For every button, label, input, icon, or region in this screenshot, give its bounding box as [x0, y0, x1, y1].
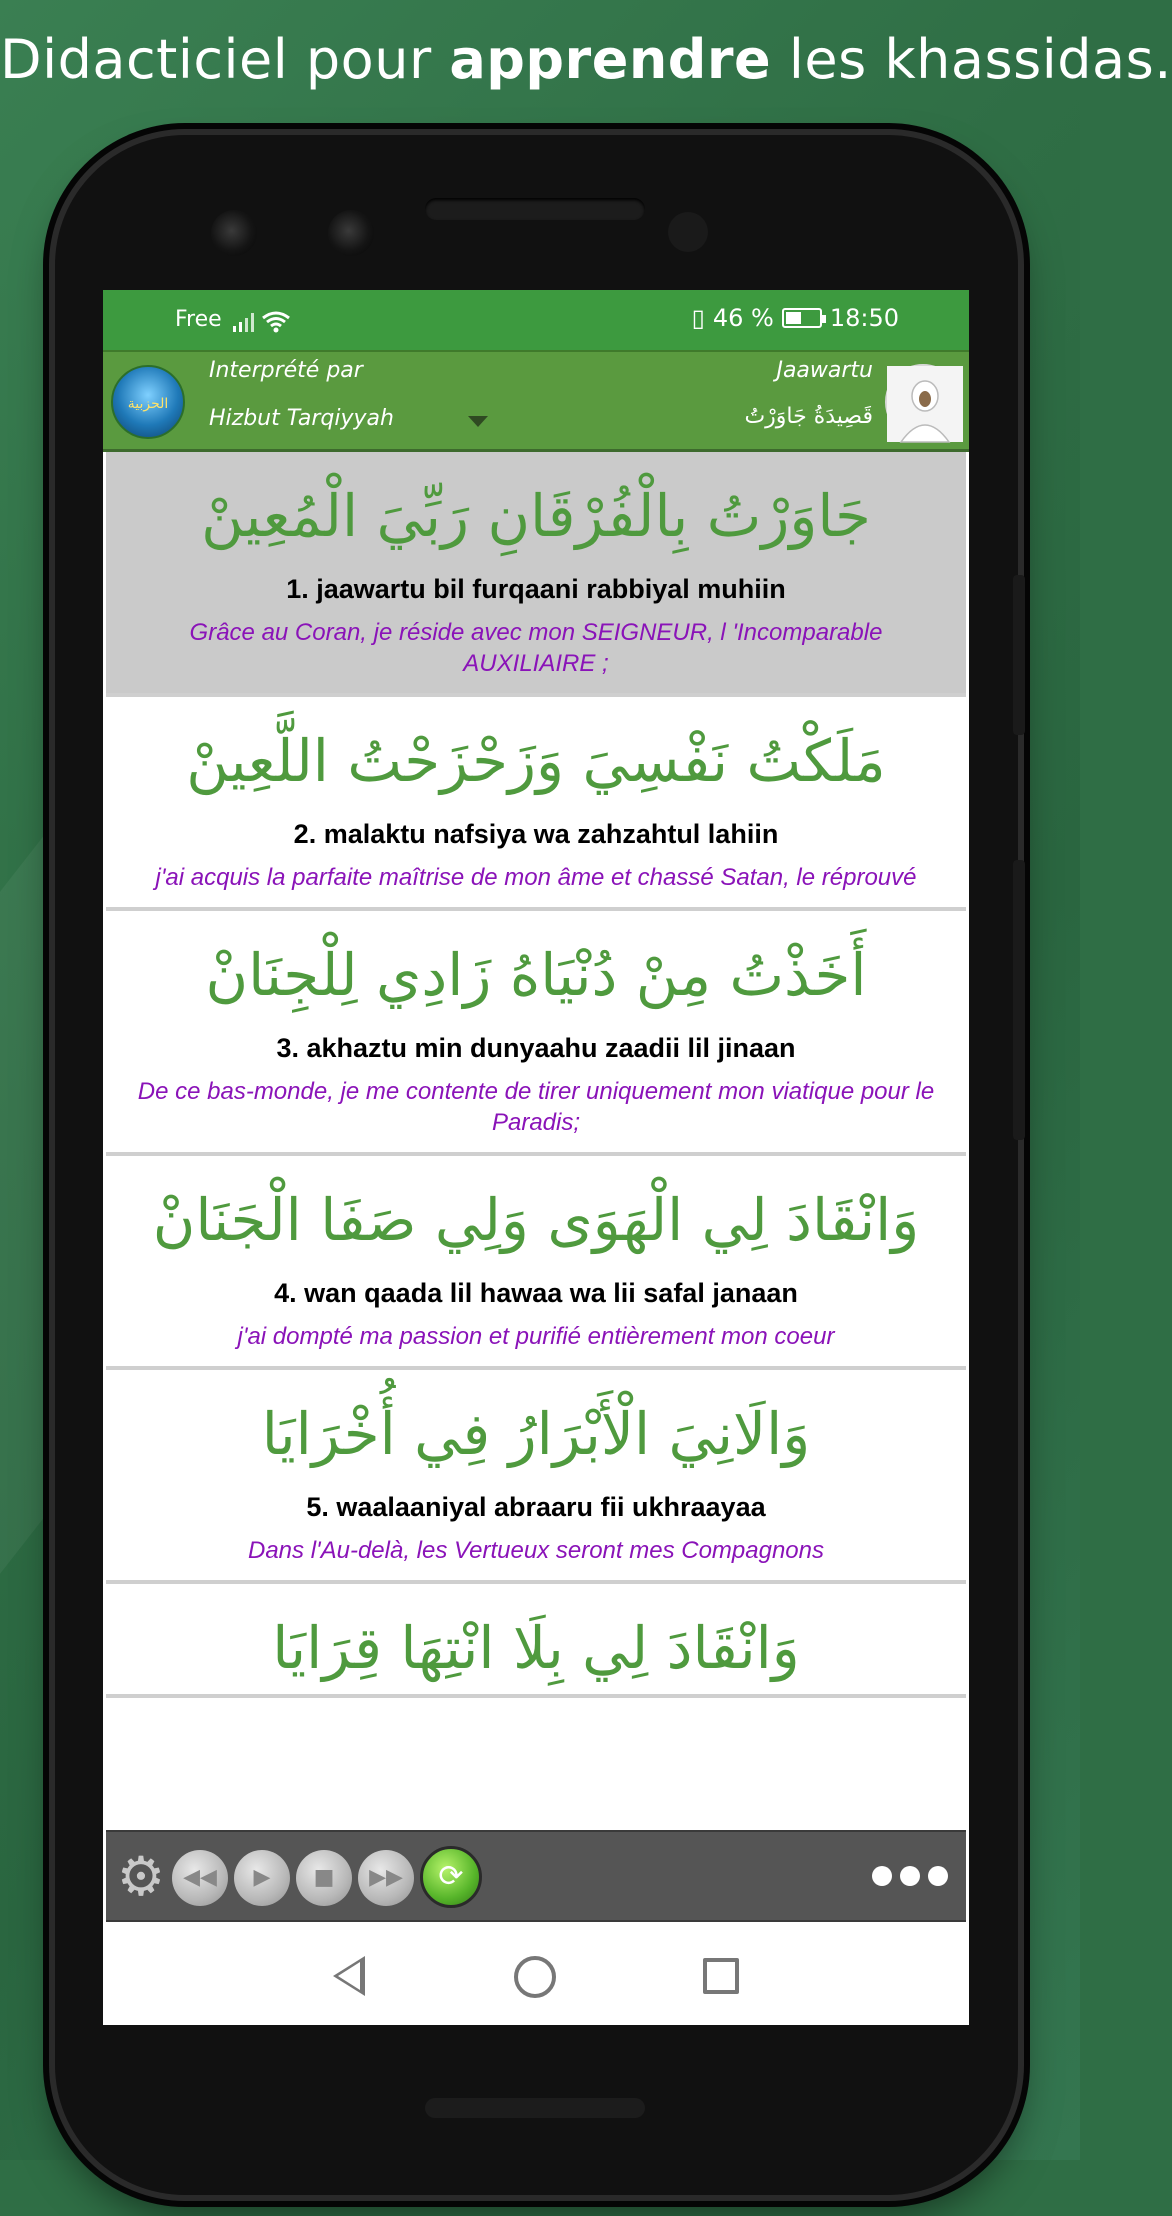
- verse-translation: j'ai acquis la parfaite maîtrise de mon âme et chassé Satan, le réprouvé: [155, 864, 917, 891]
- verse-item[interactable]: [106, 1156, 966, 1370]
- interpreter-label: Interprété par: [209, 358, 363, 383]
- status-bar: [103, 290, 969, 350]
- signal-wifi-icon: [233, 310, 297, 340]
- headline-bold: apprendre: [449, 28, 772, 91]
- fast-forward-button[interactable]: [358, 1850, 414, 1906]
- verse-arabic: أَخَذْتُ مِنْ دُنْيَاهُ زَادِي لِلْجِنَانْ: [205, 941, 867, 1009]
- author-avatar[interactable]: [885, 364, 961, 440]
- verse-arabic: مَلَكْتُ نَفْسِيَ وَزَحْزَحْتُ اللَّعِينْ: [186, 727, 886, 795]
- verse-item[interactable]: [106, 911, 966, 1156]
- app-logo[interactable]: الحزبية: [111, 365, 185, 439]
- verse-item[interactable]: [106, 1370, 966, 1584]
- headline-part1: Didacticiel pour: [0, 28, 450, 91]
- app-header: [103, 350, 969, 452]
- khassida-title: Jaawartu: [776, 358, 873, 383]
- verse-transliteration: 1. jaawartu bil furqaani rabbiyal muhiin: [286, 574, 786, 604]
- power-button: [1013, 860, 1025, 1140]
- android-nav-bar: [103, 1934, 969, 2025]
- battery-percent: 46 %: [712, 304, 774, 332]
- play-icon: ▶: [253, 1865, 271, 1890]
- play-button[interactable]: [234, 1850, 290, 1906]
- gear-icon[interactable]: ⚙: [116, 1845, 166, 1908]
- verse-translation: Grâce au Coran, je réside avec mon SEIGNEUR, l 'Incomparable AUXILIAIRE ;: [189, 619, 883, 677]
- audio-player-bar: [106, 1830, 966, 1922]
- carrier-label: Free: [175, 307, 222, 332]
- recent-apps-icon[interactable]: [703, 1958, 739, 1994]
- stop-button[interactable]: [296, 1850, 352, 1906]
- repeat-button[interactable]: [420, 1846, 482, 1908]
- stop-icon: ■: [313, 1865, 335, 1890]
- verse-translation: De ce bas-monde, je me contente de tirer uniquement mon viatique pour le Paradis;: [137, 1078, 935, 1136]
- verse-transliteration: 4. wan qaada lil hawaa wa lii safal janaan: [274, 1278, 798, 1308]
- front-camera-1: [211, 210, 257, 256]
- verse-item[interactable]: [106, 452, 966, 697]
- verse-item[interactable]: [106, 697, 966, 911]
- verse-transliteration: 3. akhaztu min dunyaahu zaadii lil jinaan: [276, 1033, 796, 1063]
- volume-button: [1013, 575, 1025, 735]
- verse-transliteration: 5. waalaaniyal abraaru fii ukhraayaa: [306, 1492, 766, 1522]
- verse-arabic: وَانْقَادَ لِي الْهَوَى وَلِي صَفَا الْجَنَانْ: [152, 1186, 920, 1254]
- verse-item[interactable]: [106, 1584, 966, 1698]
- verse-translation: Dans l'Au-delà, les Vertueux seront mes Compagnons: [248, 1537, 824, 1564]
- verse-arabic: وَانْقَادَ لِي بِلَا انْتِهَا قِرَايَا: [272, 1614, 800, 1682]
- verse-arabic: وَالَانِيَ الْأَبْرَارُ فِي أُخْرَايَا: [261, 1400, 811, 1468]
- earpiece-speaker: [425, 198, 645, 220]
- more-options-button[interactable]: [872, 1866, 948, 1886]
- home-icon[interactable]: [514, 1956, 556, 1998]
- rewind-button[interactable]: [172, 1850, 228, 1906]
- headline-part2: les khassidas.: [771, 28, 1172, 91]
- verse-transliteration: 2. malaktu nafsiya wa zahzahtul lahiin: [293, 819, 779, 849]
- phone-screen: [103, 290, 969, 2025]
- fast-forward-icon: ▶▶: [369, 1865, 403, 1890]
- verse-translation: j'ai dompté ma passion et purifié entièrement mon coeur: [237, 1323, 835, 1350]
- battery-icon: [782, 308, 822, 328]
- proximity-sensor: [668, 212, 708, 252]
- clock: 18:50: [829, 304, 899, 332]
- promo-headline: [0, 28, 1172, 91]
- verse-arabic: جَاوَرْتُ بِالْفُرْقَانِ رَبِّيَ الْمُعِينْ: [201, 482, 871, 550]
- verse-list[interactable]: [106, 452, 966, 1830]
- bottom-speaker: [425, 2098, 645, 2118]
- back-icon[interactable]: [333, 1956, 365, 1996]
- rewind-icon: ◀◀: [183, 1865, 217, 1890]
- status-right: [692, 304, 899, 332]
- interpreter-select[interactable]: Hizbut Tarqiyyah: [209, 406, 394, 431]
- khassida-title-arabic: قَصِيدَةُ جَاوَرْتُ: [744, 404, 873, 429]
- chevron-down-icon[interactable]: [468, 416, 488, 427]
- repeat-icon: ⟳: [438, 1859, 464, 1894]
- front-camera-2: [328, 210, 374, 256]
- vibrate-icon: ▯: [691, 304, 705, 332]
- more-dots-icon: [872, 1866, 892, 1886]
